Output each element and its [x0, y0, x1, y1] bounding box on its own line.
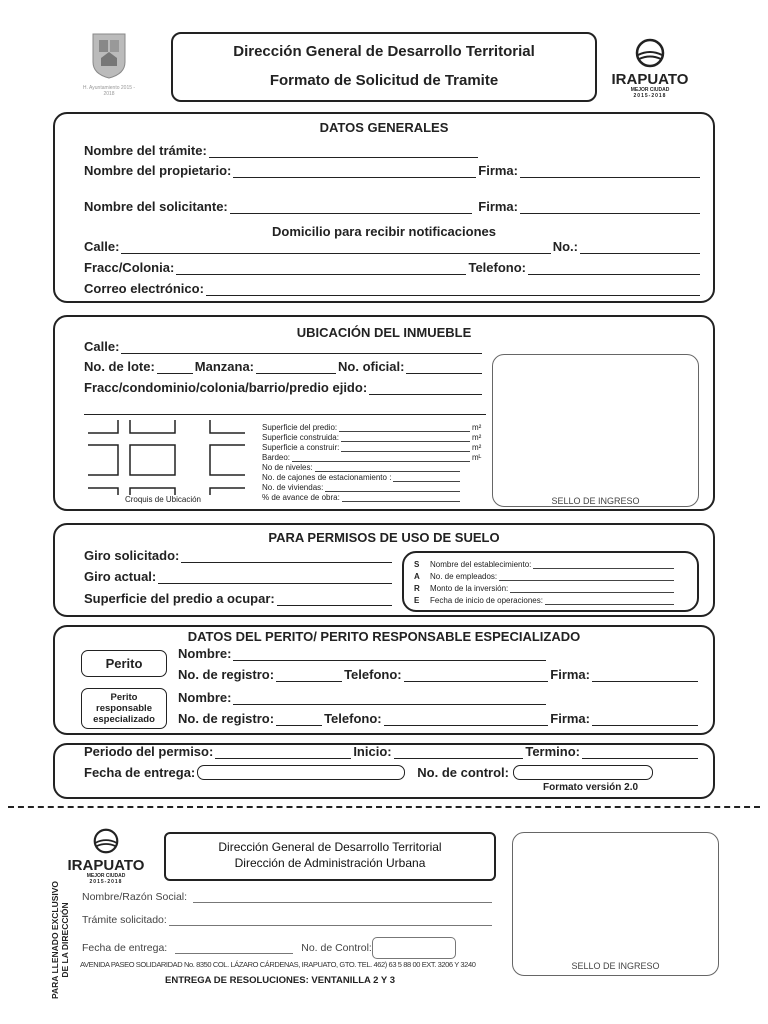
blank-line[interactable] — [84, 414, 486, 415]
cajones-field[interactable]: No. de cajones de estacionamiento : — [262, 472, 462, 482]
razon-social-field[interactable]: Nombre/Razón Social: — [82, 891, 494, 903]
irapuato-logo-talon: IRAPUATO MEJOR CIUDAD 2015-2018 — [60, 828, 152, 885]
header-title: Dirección General de Desarrollo Territorial — [233, 43, 535, 60]
perito-title: DATOS DEL PERITO/ PERITO RESPONSABLE ESPECIALIZADO — [187, 629, 581, 644]
viviendas-field[interactable]: No. de viviendas: — [262, 482, 462, 492]
superficie-construir-field[interactable]: Superficie a construir: m² — [262, 443, 482, 452]
lote-manzana-field[interactable]: No. de lote: Manzana: No. oficial: — [84, 359, 484, 374]
giro-solicitado-field[interactable]: Giro solicitado: — [84, 548, 394, 563]
solicitante-field[interactable]: Nombre del solicitante: Firma: — [84, 199, 702, 214]
propietario-field[interactable]: Nombre del propietario: Firma: — [84, 163, 702, 178]
address-text: AVENIDA PASEO SOLIDARIDAD No. 8350 COL. LÁZARO CÁRDENAS, IRAPUATO, GTO. TEL. 462) 63 5 88 00 EXT. 3206 Y 3240 — [80, 960, 476, 969]
superficie-construida-field[interactable]: Superficie construida: m² — [262, 433, 482, 442]
ubicacion-title: UBICACIÓN DEL INMUEBLE — [296, 325, 472, 340]
datos-generales-title: DATOS GENERALES — [319, 120, 449, 135]
cut-line-divider — [8, 806, 760, 808]
avance-obra-field[interactable]: % de avance de obra: — [262, 492, 462, 502]
sare-fecha-inicio-field[interactable]: E Fecha de inicio de operaciones: — [414, 593, 676, 605]
irapuato-logo: IRAPUATO MEJOR CIUDAD 2015-2018 — [604, 38, 696, 99]
no-control-input[interactable] — [513, 765, 653, 780]
formato-version: Formato versión 2.0 — [543, 782, 639, 793]
periodo-permiso-field[interactable]: Periodo del permiso: Inicio: Termino: — [84, 744, 700, 759]
entrega-resoluciones: ENTREGA DE RESOLUCIONES: VENTANILLA 2 Y 3 — [165, 975, 395, 986]
perito-responsable-label-box: Perito responsable especializado — [81, 688, 167, 729]
domicilio-subtitle: Domicilio para recibir notificaciones — [272, 224, 496, 239]
perito-registro-field[interactable]: No. de registro: Telefono: Firma: — [178, 667, 700, 682]
niveles-field[interactable]: No de niveles: — [262, 462, 462, 472]
sare-empleados-field[interactable]: A No. de empleados: — [414, 569, 676, 581]
header-subtitle: Formato de Solicitud de Tramite — [269, 72, 499, 89]
talon-subtitle: Dirección de Administración Urbana — [234, 856, 426, 870]
talon-sello-box — [512, 832, 719, 976]
bardeo-field[interactable]: Bardeo: mᴸ — [262, 453, 482, 462]
giro-actual-field[interactable]: Giro actual: — [84, 569, 394, 584]
sare-fields — [414, 557, 676, 605]
colonia-field[interactable]: Fracc/Colonia: Telefono: — [84, 260, 702, 275]
fecha-control-row: Fecha de entrega: No. de control: — [84, 765, 684, 780]
coat-of-arms-logo: H. Ayuntamiento 2015 - 2018 — [80, 28, 138, 98]
irapuato-sun-icon — [633, 38, 667, 68]
pre-registro-field[interactable]: No. de registro: Telefono: Firma: — [178, 711, 700, 726]
croquis-map — [85, 420, 245, 495]
sare-establecimiento-field[interactable]: S Nombre del establecimiento: — [414, 557, 676, 569]
sare-inversion-field[interactable]: R Monto de la inversión: — [414, 581, 676, 593]
talon-control-input[interactable] — [372, 937, 456, 959]
uso-suelo-title: PARA PERMISOS DE USO DE SUELO — [268, 530, 500, 545]
nombre-tramite-field[interactable]: Nombre del trámite: — [84, 143, 480, 158]
talon-fecha-control-row: Fecha de entrega: No. de Control: — [82, 937, 500, 954]
perito-nombre-field[interactable]: Nombre: — [178, 646, 548, 661]
irapuato-sun-icon — [91, 828, 121, 854]
talon-title: Dirección General de Desarrollo Territorial — [218, 840, 442, 854]
inmueble-fields — [262, 422, 484, 502]
croquis-label: Croquis de Ubicación — [124, 495, 202, 504]
talon-sello-label: SELLO DE INGRESO — [571, 961, 660, 971]
perito-label-box: Perito — [81, 650, 167, 677]
sello-ingreso-box — [492, 354, 699, 507]
correo-field[interactable]: Correo electrónico: — [84, 281, 702, 296]
fecha-entrega-input[interactable] — [197, 765, 405, 780]
talon-fecha-input[interactable] — [175, 943, 293, 954]
superficie-ocupar-field[interactable]: Superficie del predio a ocupar: — [84, 591, 394, 606]
calle-field[interactable]: Calle: No.: — [84, 239, 702, 254]
pre-nombre-field[interactable]: Nombre: — [178, 690, 548, 705]
tramite-solicitado-field[interactable]: Trámite solicitado: — [82, 914, 494, 926]
superficie-predio-field[interactable]: Superficie del predio: m² — [262, 423, 482, 432]
fracc-field[interactable]: Fracc/condominio/colonia/barrio/predio ejido: — [84, 380, 484, 395]
ubicacion-calle-field[interactable]: Calle: — [84, 339, 484, 354]
vertical-label: PARA LLENADO EXCLUSIVO DE LA DIRECCIÓN — [50, 880, 70, 1000]
sello-ingreso-label: SELLO DE INGRESO — [551, 496, 640, 506]
